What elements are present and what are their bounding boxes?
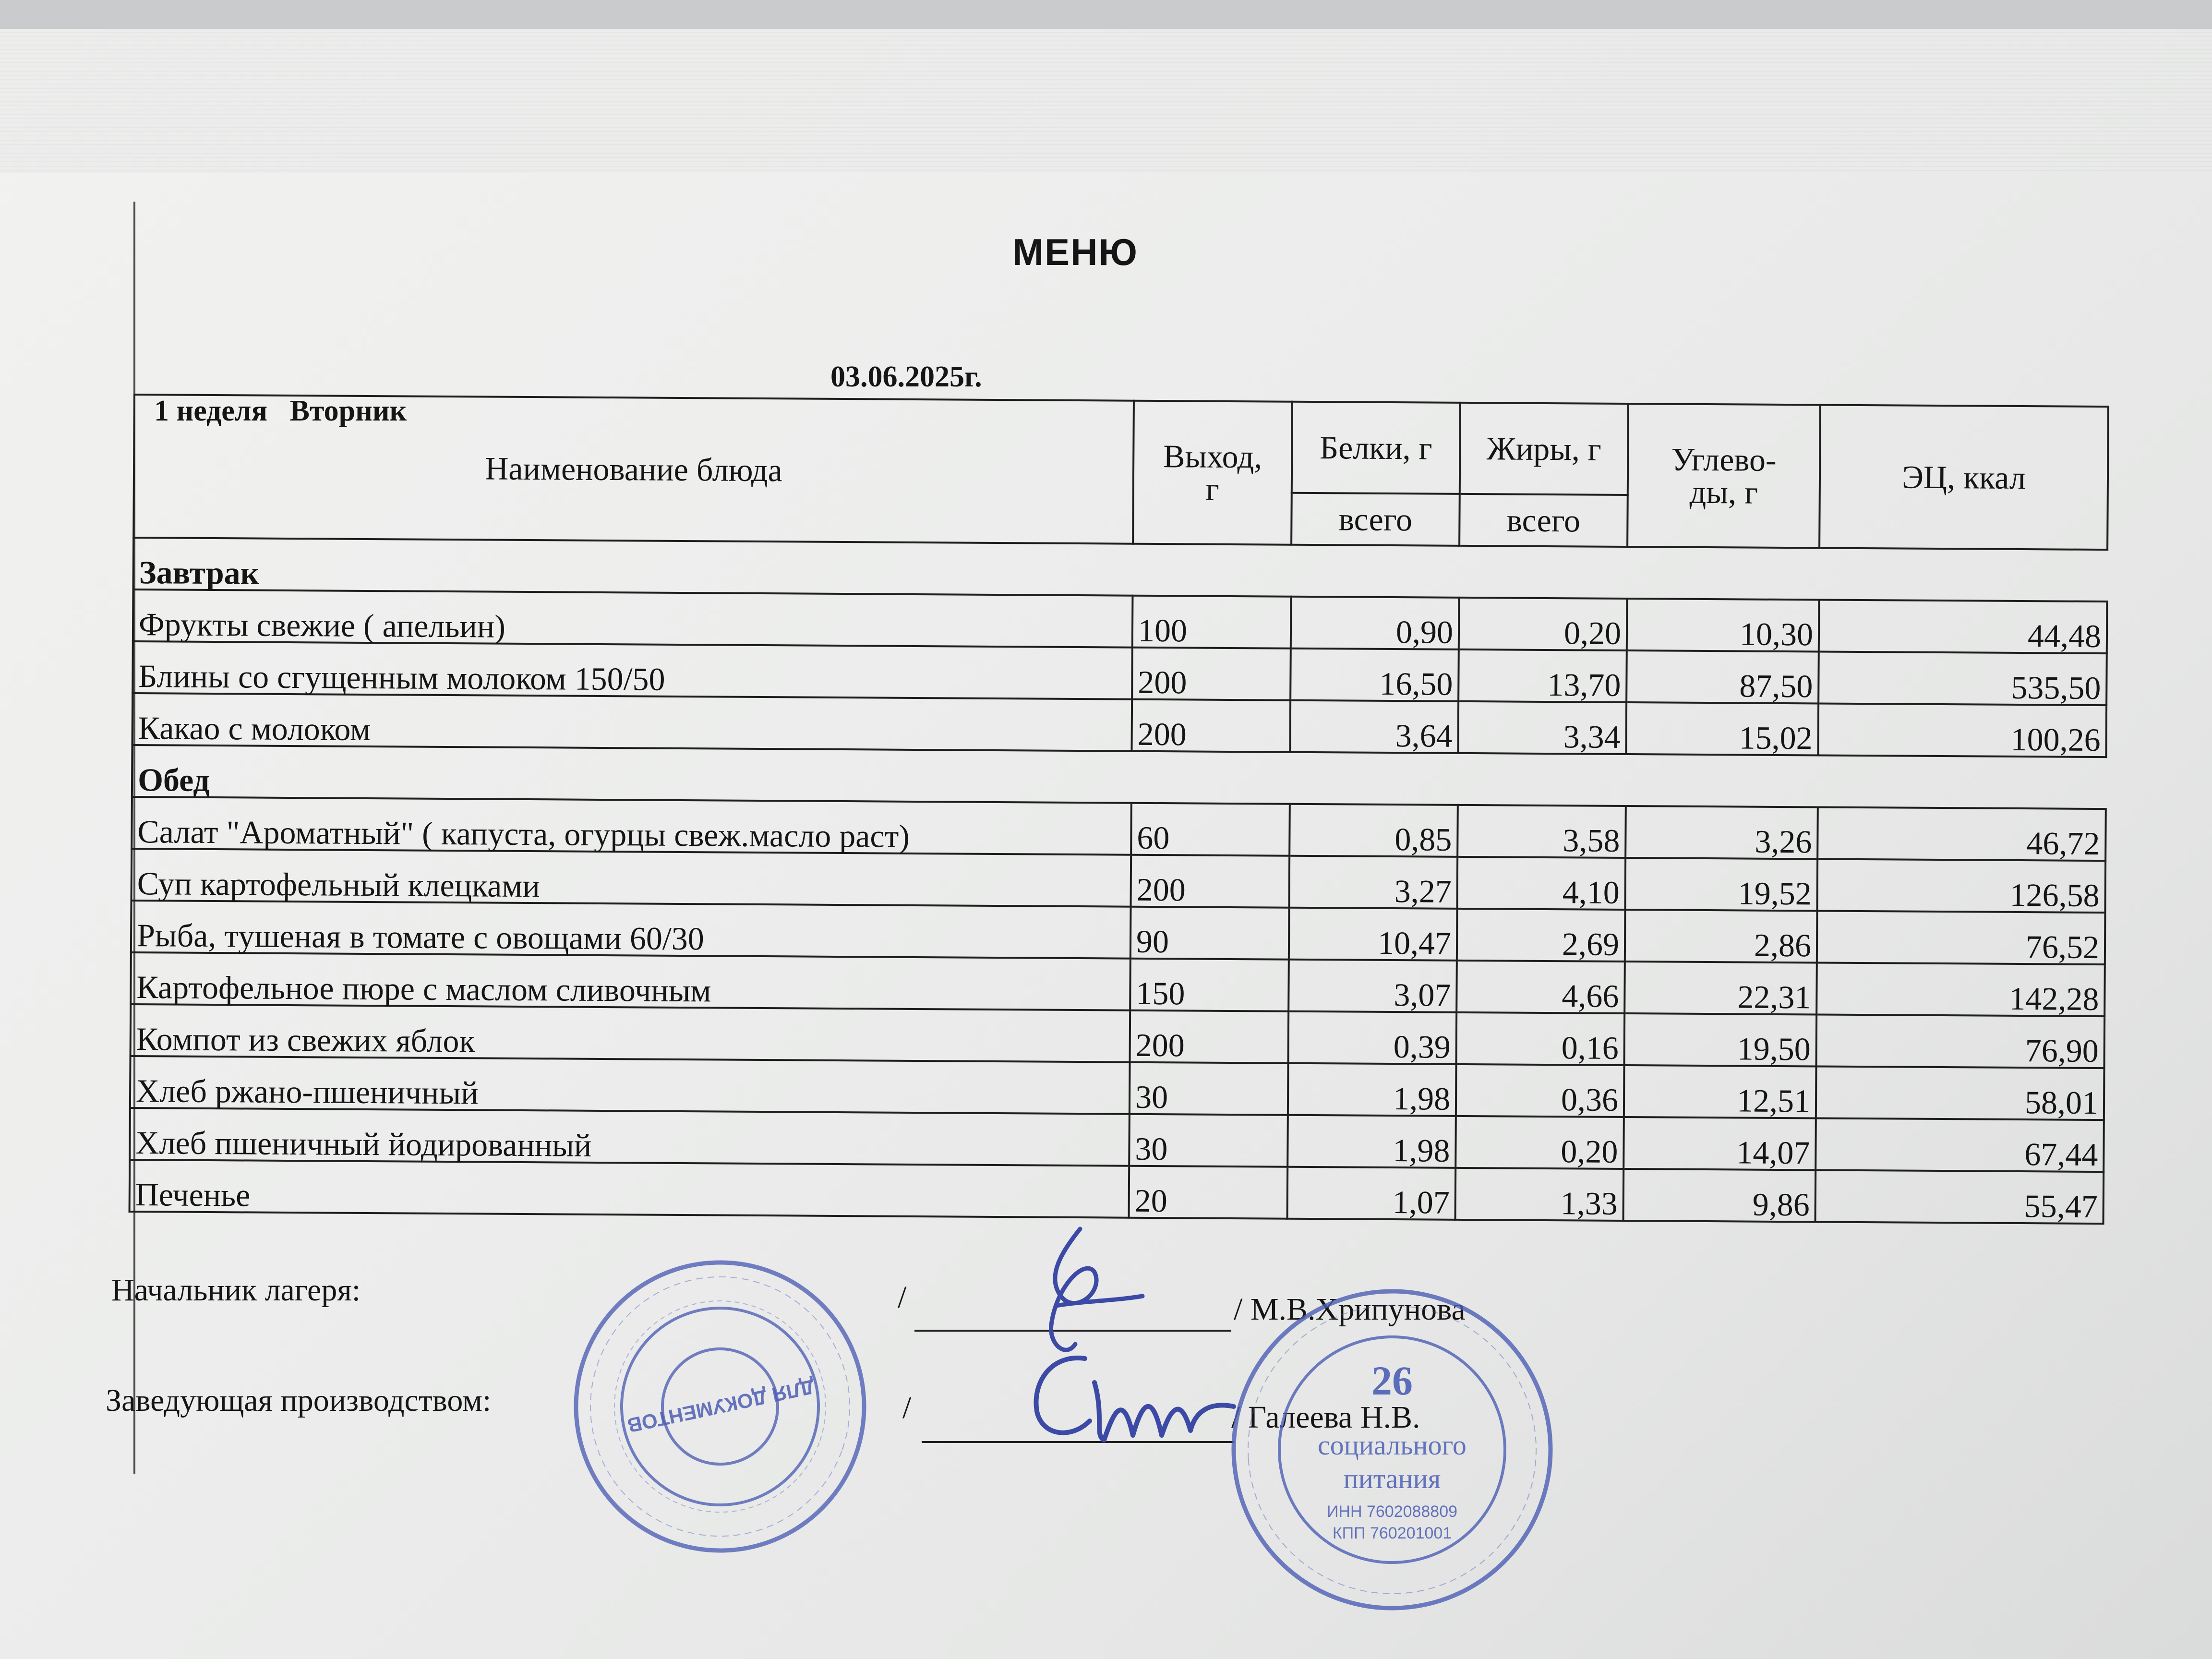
camp-head-label: Начальник лагеря: <box>111 1273 361 1308</box>
dish-carbs: 87,50 <box>1626 650 1819 703</box>
dish-protein: 1,98 <box>1288 1063 1456 1116</box>
dish-name: Хлеб ржано-пшеничный <box>130 1056 1130 1114</box>
dish-energy: 44,48 <box>1819 600 2107 653</box>
camp-head-name: / М.В.Хрипунова <box>1234 1292 1466 1327</box>
dish-protein: 1,98 <box>1287 1115 1456 1168</box>
dish-energy: 76,90 <box>1816 1014 2105 1068</box>
production-head-slash: / <box>902 1390 912 1425</box>
dish-energy: 535,50 <box>1818 651 2107 705</box>
dish-protein: 3,64 <box>1290 700 1458 753</box>
page-title: МЕНЮ <box>1012 231 1138 273</box>
dish-output: 200 <box>1132 648 1291 700</box>
dish-name: Блины со сгущенным молоком 150/50 <box>132 641 1132 699</box>
dish-fat: 4,66 <box>1456 961 1625 1013</box>
dish-fat: 3,34 <box>1458 701 1626 754</box>
dish-protein: 10,47 <box>1289 908 1457 961</box>
camp-head-slash: / <box>898 1280 907 1315</box>
header-carbs <box>1627 404 1820 548</box>
header-output-line2: г <box>1205 470 1219 507</box>
dish-carbs: 14,07 <box>1623 1117 1816 1170</box>
dish-output: 30 <box>1130 1062 1288 1115</box>
dish-fat: 2,69 <box>1457 909 1625 962</box>
stamp-right-inn: ИНН 7602088809 <box>1326 1503 1458 1521</box>
signature-production-head <box>1008 1339 1258 1464</box>
dish-name: Салат "Ароматный" ( капуста, огурцы свеж.масло раст) <box>132 797 1131 855</box>
dish-name: Фрукты свежие ( апельин) <box>133 589 1133 648</box>
dish-protein: 0,85 <box>1289 804 1458 857</box>
dish-carbs: 12,51 <box>1624 1065 1816 1118</box>
dish-name: Рыба, тушеная в томате с овощами 60/30 <box>131 901 1131 959</box>
dish-energy: 58,01 <box>1816 1066 2104 1120</box>
header-carbs-line2: ды, г <box>1689 473 1758 511</box>
dish-name: Какао с молоком <box>132 693 1132 751</box>
dish-carbs: 19,52 <box>1625 858 1817 911</box>
stamp-right-line1: социального <box>1318 1430 1467 1461</box>
dish-carbs: 10,30 <box>1627 599 1819 651</box>
dish-protein: 0,39 <box>1288 1011 1457 1064</box>
dish-output: 200 <box>1131 855 1290 908</box>
dish-energy: 76,52 <box>1817 911 2105 964</box>
stamp-right-kpp: КПП 760201001 <box>1332 1524 1452 1542</box>
dish-output: 90 <box>1130 907 1289 960</box>
production-head-name: / Галеева Н.В. <box>1231 1400 1420 1435</box>
stamp-left-center: ДЛЯ ДОКУМЕНТОВ <box>625 1375 817 1437</box>
organization-stamp-right <box>1219 1277 1565 1623</box>
header-protein: Белки, г <box>1292 402 1460 494</box>
dish-carbs: 19,50 <box>1624 1013 1817 1066</box>
organization-stamp-left <box>562 1248 878 1565</box>
dish-fat: 4,10 <box>1457 857 1625 910</box>
dish-fat: 13,70 <box>1458 649 1627 702</box>
dish-name: Компот из свежих яблок <box>131 1004 1130 1062</box>
dish-carbs: 22,31 <box>1624 962 1817 1014</box>
dish-energy: 100,26 <box>1818 703 2106 757</box>
section-name: Обед <box>132 745 2106 809</box>
dish-protein: 16,50 <box>1290 649 1459 701</box>
menu-date: 03.06.2025г. <box>830 361 982 393</box>
dish-carbs: 2,86 <box>1625 910 1817 962</box>
paper-stack-edge <box>0 29 2212 173</box>
menu-body <box>130 538 2108 1224</box>
dish-output: 200 <box>1130 1010 1289 1063</box>
dish-fat: 0,36 <box>1456 1064 1624 1117</box>
week-day: 1 неделя Вторник <box>154 395 407 427</box>
dish-name: Суп картофельный клецками <box>132 849 1131 907</box>
dish-fat: 1,33 <box>1455 1168 1624 1221</box>
dish-protein: 1,07 <box>1287 1167 1456 1220</box>
dish-energy: 67,44 <box>1815 1118 2104 1172</box>
header-protein-sub: всего <box>1291 493 1460 546</box>
header-fat-sub: всего <box>1459 494 1628 547</box>
dish-fat: 0,16 <box>1456 1012 1625 1065</box>
dish-fat: 0,20 <box>1455 1116 1624 1169</box>
dish-carbs: 15,02 <box>1626 702 1818 755</box>
dish-energy: 46,72 <box>1817 807 2106 861</box>
header-output-line1: Выход, <box>1163 438 1262 475</box>
dish-output: 60 <box>1131 803 1290 856</box>
dish-protein: 3,27 <box>1289 856 1458 909</box>
section-name: Завтрак <box>133 538 2108 601</box>
dish-carbs: 9,86 <box>1623 1169 1816 1222</box>
header-energy: ЭЦ, ккал <box>1819 405 2108 550</box>
header-output <box>1133 401 1292 545</box>
production-head-label: Заведующая производством: <box>106 1383 492 1418</box>
dish-fat: 0,20 <box>1459 598 1627 650</box>
menu-table <box>129 394 2109 1225</box>
dish-carbs: 3,26 <box>1625 806 1818 859</box>
stamp-right-number: 26 <box>1371 1358 1413 1404</box>
dish-energy: 126,58 <box>1817 859 2105 913</box>
dish-name: Картофельное пюре с маслом сливочным <box>131 952 1130 1010</box>
dish-output: 30 <box>1129 1114 1288 1167</box>
dish-protein: 0,90 <box>1291 597 1459 649</box>
dish-fat: 3,58 <box>1457 805 1626 858</box>
dish-output: 150 <box>1130 959 1289 1011</box>
dish-name: Хлеб пшеничный йодированный <box>130 1108 1130 1166</box>
header-fat: Жиры, г <box>1460 403 1628 495</box>
dish-protein: 3,07 <box>1288 960 1457 1012</box>
header-carbs-line1: Углево- <box>1671 441 1777 478</box>
stamp-right-line2: питания <box>1343 1463 1441 1494</box>
dish-energy: 142,28 <box>1816 962 2105 1016</box>
dish-energy: 55,47 <box>1815 1170 2104 1224</box>
dish-name: Печенье <box>130 1160 1130 1218</box>
dish-output: 200 <box>1131 699 1290 752</box>
header-name: Наименование блюда <box>133 395 1134 544</box>
dish-output: 100 <box>1132 596 1291 649</box>
dish-output: 20 <box>1129 1166 1288 1219</box>
